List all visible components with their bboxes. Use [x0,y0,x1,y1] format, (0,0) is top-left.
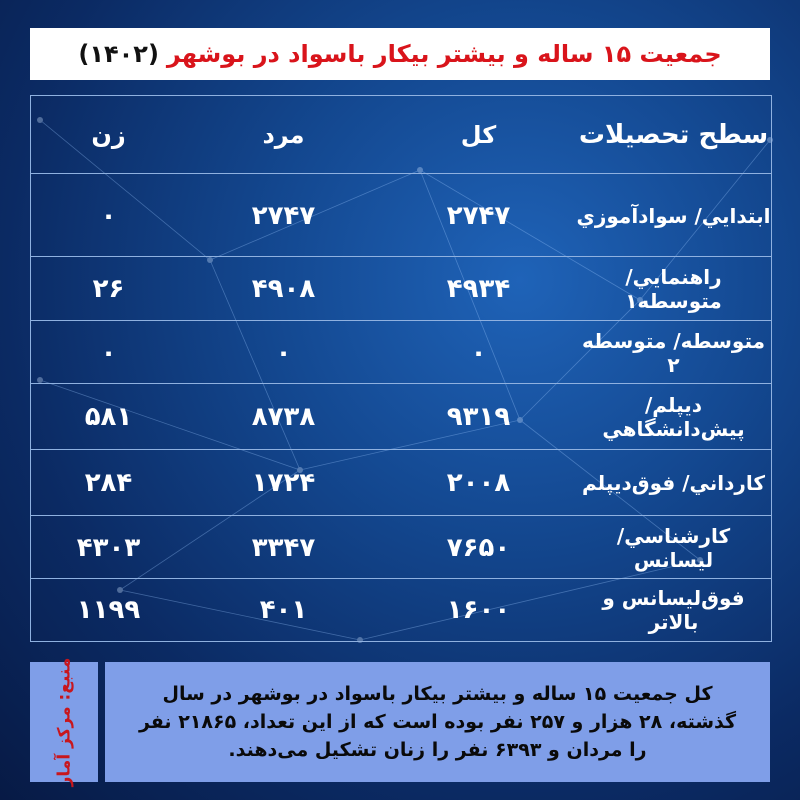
table-row [31,383,771,450]
row-women: ۱۱۹۹ [76,595,141,625]
row-total: ۴۹۳۴ [446,274,511,304]
table-row [31,256,771,321]
page-title: جمعیت ۱۵ ساله و بیشتر بیکار باسواد در بوشهر [166,40,722,68]
summary-note: کل جمعیت ۱۵ ساله و بیشتر بیکار باسواد در بوشهر در سال گذشته، ۲۸ هزار و ۲۵۷ نفر بوده است که از این تعداد، ۲۱۸۶۵ نفر را مردان و ۶۳۹۳ نفر را زنان تشکیل می‌دهند. [105,662,770,782]
footer [30,657,770,787]
row-men: ۱۷۲۴ [251,468,316,498]
row-women: ۴۳۰۳ [76,532,141,563]
row-men: ۳۳۴۷ [251,532,316,563]
header-level: سطح تحصیلات [578,119,769,150]
row-level: فوق‌ليسانس و بالاتر [602,586,745,634]
title-bar [30,28,770,80]
row-men: ۲۷۴۷ [251,200,316,231]
row-women: ۰ [100,337,117,368]
education-table [30,95,772,642]
row-level: كارداني/ فوق‌ديپلم [581,471,766,495]
row-men: ۸۷۳۸ [251,402,316,432]
header-women: زن [91,120,126,149]
table-row [31,578,771,641]
table-row [31,515,771,579]
table-header-row [31,96,771,173]
row-level: ديپلم/ پيش‌دانشگاهي [602,393,745,441]
row-level: ابتدایي/ سوادآموزي [576,203,771,228]
row-total: ۱۶۰۰ [446,595,511,625]
row-men: ۴۰۱ [259,595,308,625]
row-men: ۴۹۰۸ [251,274,316,304]
table-row [31,320,771,384]
source-box [30,657,98,787]
header-total: کل [460,120,497,149]
source-label: منبع: مرکز آمار [54,657,74,787]
header-men: مرد [262,120,305,149]
row-women: ۵۸۱ [84,402,133,432]
row-total: ۹۳۱۹ [446,402,511,432]
row-total: ۰ [470,337,487,368]
row-total: ۷۶۵۰ [446,532,511,563]
row-men: ۰ [275,337,292,368]
row-women: ۲۸۴ [84,468,133,498]
row-total: ۲۰۰۸ [446,468,511,498]
row-level: متوسطه/ متوسطه ۲ [582,328,765,377]
table-row [31,449,771,516]
row-level: كارشناسي/ ليسانس [616,523,731,572]
row-level: راهنمايي/ متوسطه۱ [625,265,722,313]
title-year: (۱۴۰۲) [78,40,159,68]
row-women: ۰ [100,200,117,231]
row-women: ۲۶ [92,274,125,304]
row-total: ۲۷۴۷ [446,200,511,231]
table-row [31,173,771,257]
